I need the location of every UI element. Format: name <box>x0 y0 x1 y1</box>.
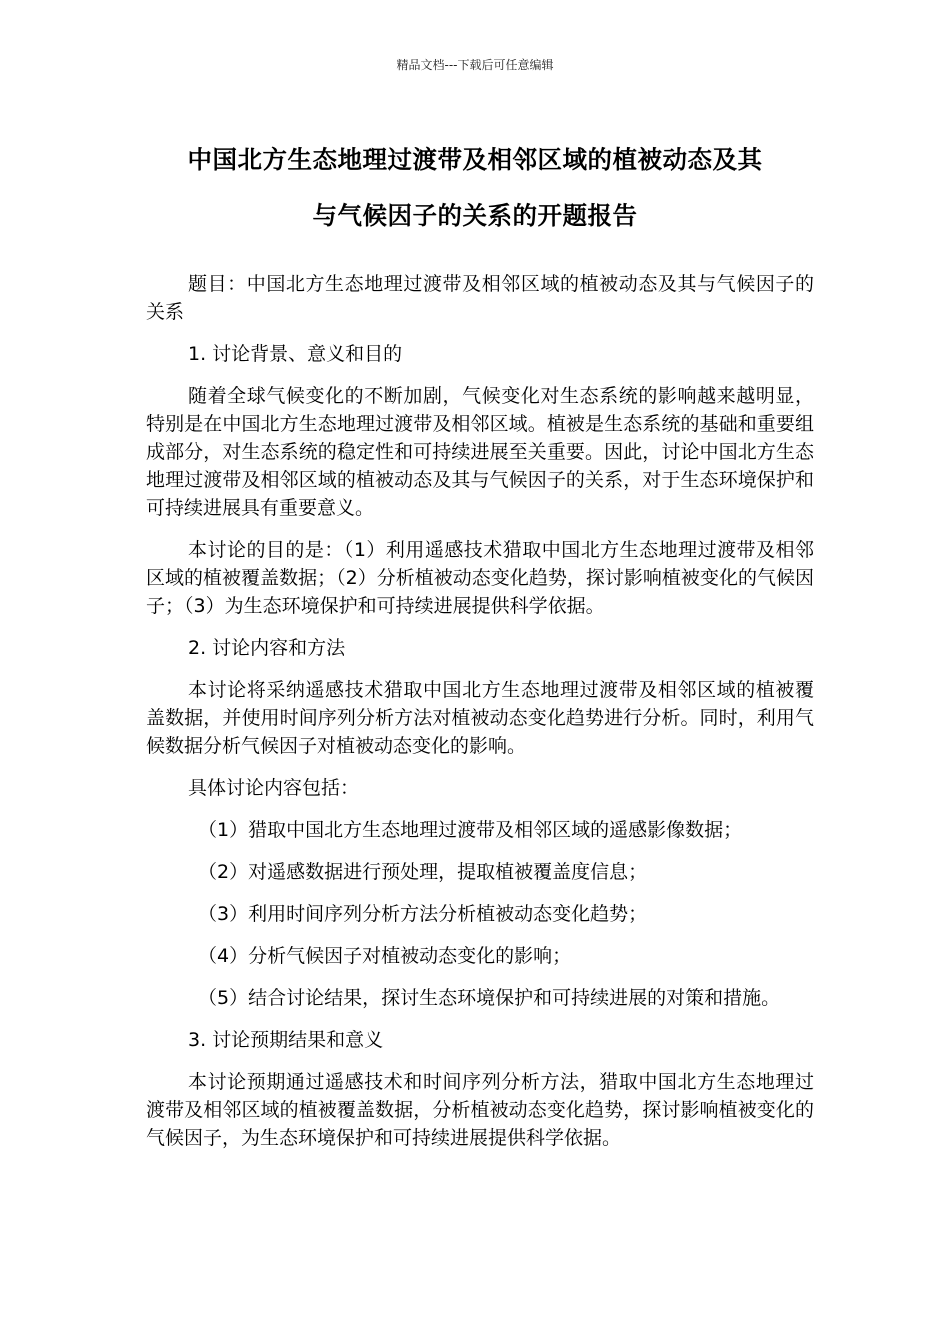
paragraph-purpose: 本讨论的目的是：（1）利用遥感技术猎取中国北方生态地理过渡带及相邻区域的植被覆盖数据；（2）分析植被动态变化趋势，探讨影响植被变化的气候因子；（3）为生态环境保护和可持续进展提供科学依据。 <box>146 539 814 617</box>
document-body <box>146 270 814 1166</box>
paragraph-expected-results: 本讨论预期通过遥感技术和时间序列分析方法，猎取中国北方生态地理过渡带及相邻区域的植被覆盖数据，分析植被动态变化趋势，探讨影响植被变化的气候因子，为生态环境保护和可持续进展提供科学依据。 <box>146 1071 814 1149</box>
paragraph-content-intro: 具体讨论内容包括： <box>188 777 360 799</box>
section-heading-2: 2. 讨论内容和方法 <box>188 637 346 659</box>
topic-paragraph: 题目：中国北方生态地理过渡带及相邻区域的植被动态及其与气候因子的关系 <box>146 273 814 323</box>
section-heading-3: 3. 讨论预期结果和意义 <box>188 1029 384 1051</box>
list-item: （4）分析气候因子对植被动态变化的影响； <box>198 945 572 967</box>
paragraph-method: 本讨论将采纳遥感技术猎取中国北方生态地理过渡带及相邻区域的植被覆盖数据，并使用时间序列分析方法对植被动态变化趋势进行分析。同时，利用气候数据分析气候因子对植被动态变化的影响。 <box>146 679 814 757</box>
list-item: （5）结合讨论结果，探讨生态环境保护和可持续进展的对策和措施。 <box>198 987 781 1009</box>
list-item: （1）猎取中国北方生态地理过渡带及相邻区域的遥感影像数据； <box>198 819 743 841</box>
list-item: （2）对遥感数据进行预处理，提取植被覆盖度信息； <box>198 861 648 883</box>
document-title <box>130 132 820 244</box>
paragraph-background: 随着全球气候变化的不断加剧，气候变化对生态系统的影响越来越明显，特别是在中国北方生态地理过渡带及相邻区域。植被是生态系统的基础和重要组成部分，对生态系统的稳定性和可持续进展至关重要。因此，讨论中国北方生态地理过渡带及相邻区域的植被动态及其与气候因子的关系，对于生态环境保护和可持续进展具有重要意义。 <box>146 385 814 519</box>
header-note: 精品文档---下载后可任意编辑 <box>396 58 554 72</box>
title-line-2: 与气候因子的关系的开题报告 <box>312 201 638 230</box>
list-item: （3）利用时间序列分析方法分析植被动态变化趋势； <box>198 903 648 925</box>
title-line-1: 中国北方生态地理过渡带及相邻区域的植被动态及其 <box>187 145 763 174</box>
section-heading-1: 1. 讨论背景、意义和目的 <box>188 343 403 365</box>
